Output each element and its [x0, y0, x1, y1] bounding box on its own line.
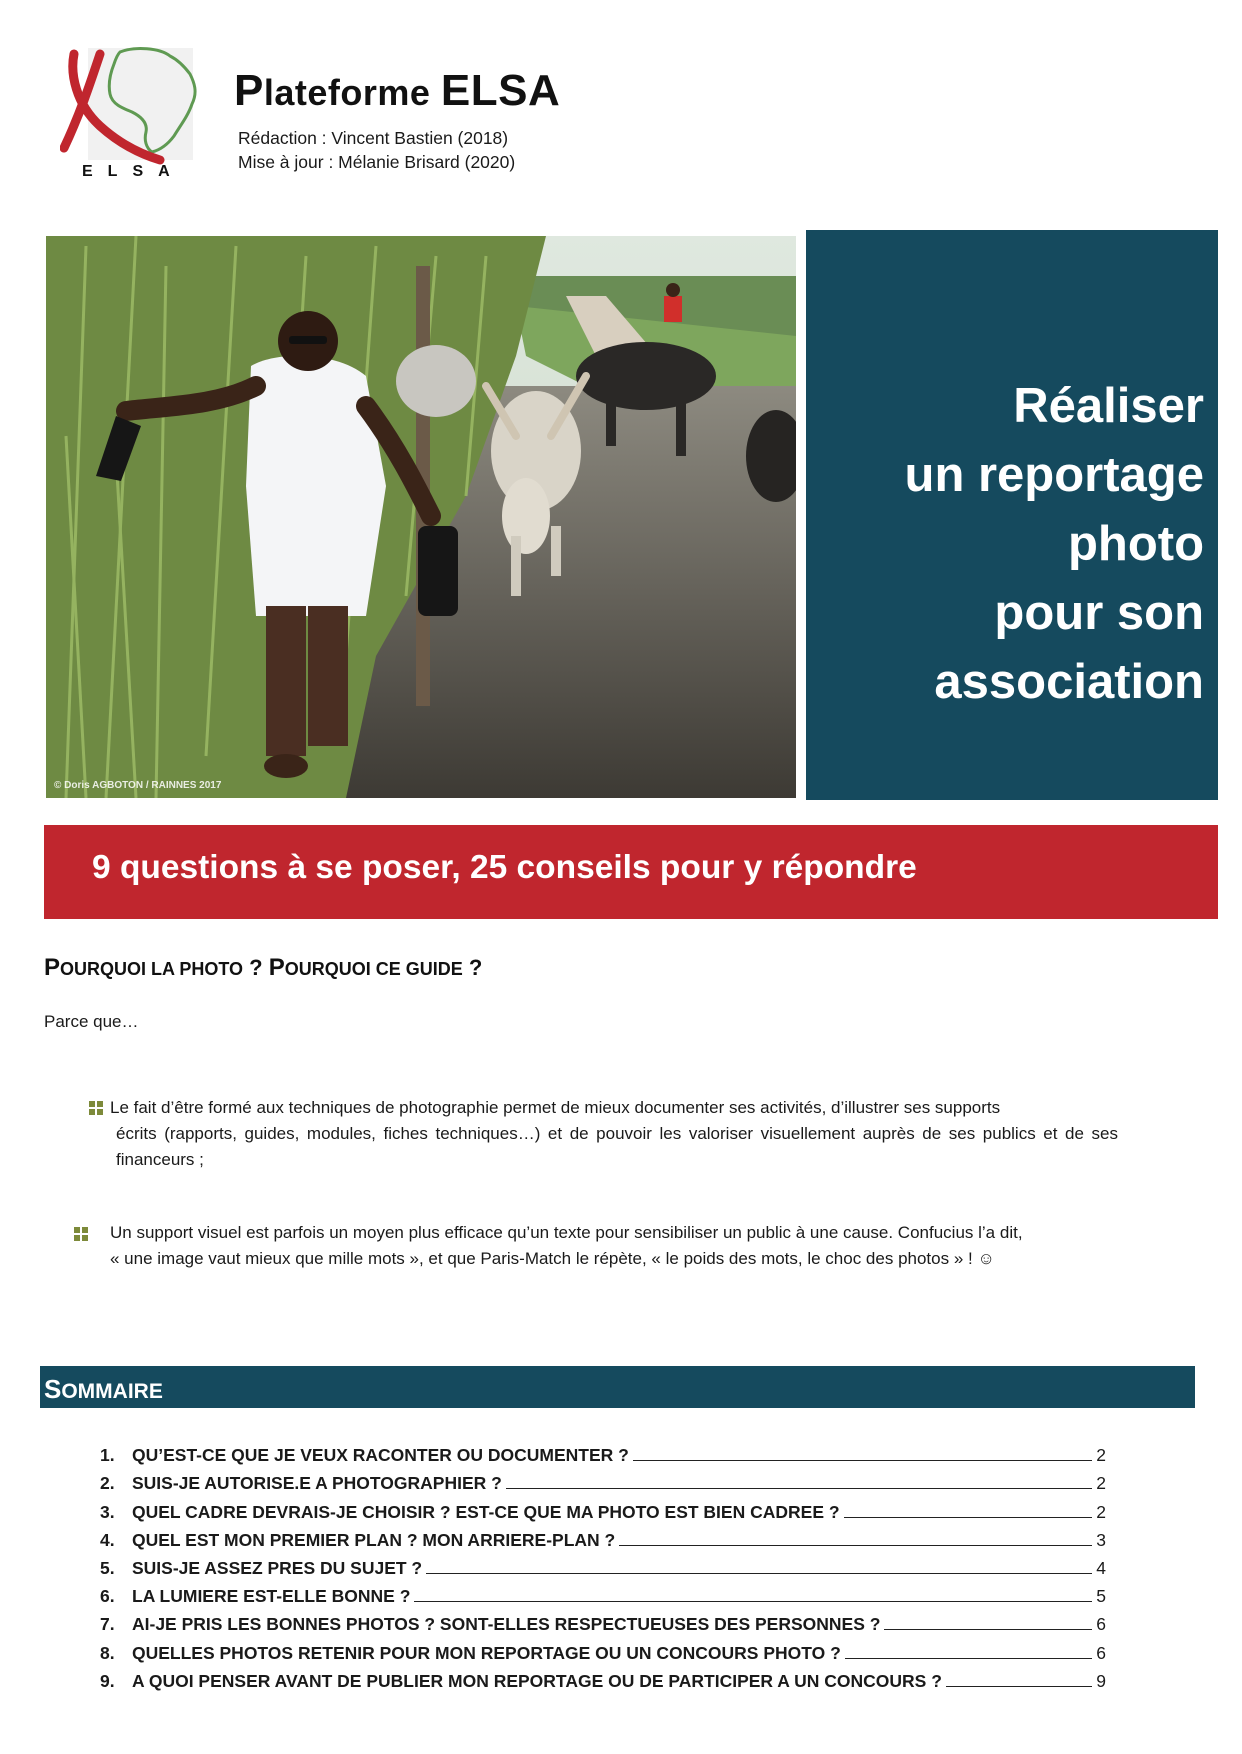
toc-entry[interactable]: 4. QUEL EST MON PREMIER PLAN ? MON ARRIERE-PLAN ? 3	[100, 1529, 1106, 1550]
toc-leader	[946, 1685, 1092, 1687]
toc-entry[interactable]: 9. A QUOI PENSER AVANT DE PUBLIER MON REPORTAGE OU DE PARTICIPER A UN CONCOURS ? 9	[100, 1670, 1106, 1691]
toc-leader	[426, 1572, 1092, 1574]
photo-credit: © Doris AGBOTON / RAINNES 2017	[54, 780, 222, 791]
section-heading-why: POURQUOI LA PHOTO ? POURQUOI CE GUIDE ?	[44, 954, 483, 981]
toc-entry[interactable]: 3. QUEL CADRE DEVRAIS-JE CHOISIR ? EST-CE QUE MA PHOTO EST BIEN CADREE ? 2	[100, 1501, 1106, 1522]
toc-entry[interactable]: 5. SUIS-JE ASSEZ PRES DU SUJET ? 4	[100, 1557, 1106, 1578]
subtitle: 9 questions à se poser, 25 conseils pour y répondre	[92, 849, 917, 886]
elsa-logo	[60, 44, 220, 184]
toc-entry[interactable]: 1. QU’EST-CE QUE JE VEUX RACONTER OU DOCUMENTER ? 2	[100, 1445, 1106, 1466]
toc-entry[interactable]: 8. QUELLES PHOTOS RETENIR POUR MON REPORTAGE OU UN CONCOURS PHOTO ? 6	[100, 1642, 1106, 1663]
toc-leader	[414, 1600, 1092, 1602]
sommaire-title: SOMMAIRE	[44, 1374, 163, 1404]
toc-leader	[884, 1628, 1092, 1630]
cover-photo	[46, 236, 796, 798]
toc-leader	[844, 1516, 1092, 1518]
update-credit: Mise à jour : Mélanie Brisard (2020)	[238, 152, 516, 172]
title-panel	[806, 230, 1218, 800]
toc-leader	[619, 1544, 1092, 1546]
bullet-item: Le fait d’être formé aux techniques de photographie permet de mieux documenter ses activités, d’illustrer ses supports écrits (rapports, guides, modules, fiches techniques…) et de pouvoir les valoriser visuellement auprès de ses publics et de ses financeurs ;	[110, 1098, 1118, 1169]
africa-ribbon-logo-icon	[60, 44, 220, 184]
document-title: Réaliser un reportage photo pour son association	[904, 379, 1204, 709]
toc-leader	[845, 1657, 1092, 1659]
toc-leader	[506, 1487, 1092, 1489]
bullet-square-icon	[74, 1227, 88, 1241]
toc-leader	[633, 1459, 1092, 1461]
subtitle-band	[44, 825, 1218, 919]
sommaire-header	[40, 1366, 1195, 1408]
svg-text:ELSA: ELSA	[82, 163, 185, 180]
brand-title: Plateforme ELSA	[234, 66, 561, 115]
toc-entry[interactable]: 2. SUIS-JE AUTORISE.E A PHOTOGRAPHIER ? 2	[100, 1473, 1106, 1494]
toc-entry[interactable]: 6. LA LUMIERE EST-ELLE BONNE ? 5	[100, 1586, 1106, 1607]
bullet-square-icon	[89, 1101, 103, 1115]
toc-entry[interactable]: 7. AI-JE PRIS LES BONNES PHOTOS ? SONT-ELLES RESPECTUEUSES DES PERSONNES ? 6	[100, 1614, 1106, 1635]
table-of-contents	[100, 1438, 1106, 1692]
redaction-credit: Rédaction : Vincent Bastien (2018)	[238, 128, 509, 148]
intro-text: Parce que…	[44, 1012, 139, 1031]
bullet-item: Un support visuel est parfois un moyen plus efficace qu’un texte pour sensibiliser un public à une cause. Confucius l’a dit, « une image vaut mieux que mille mots », et que Paris-Match le répète, « le poids des mots, le choc des photos » ! ☺	[110, 1223, 1023, 1268]
